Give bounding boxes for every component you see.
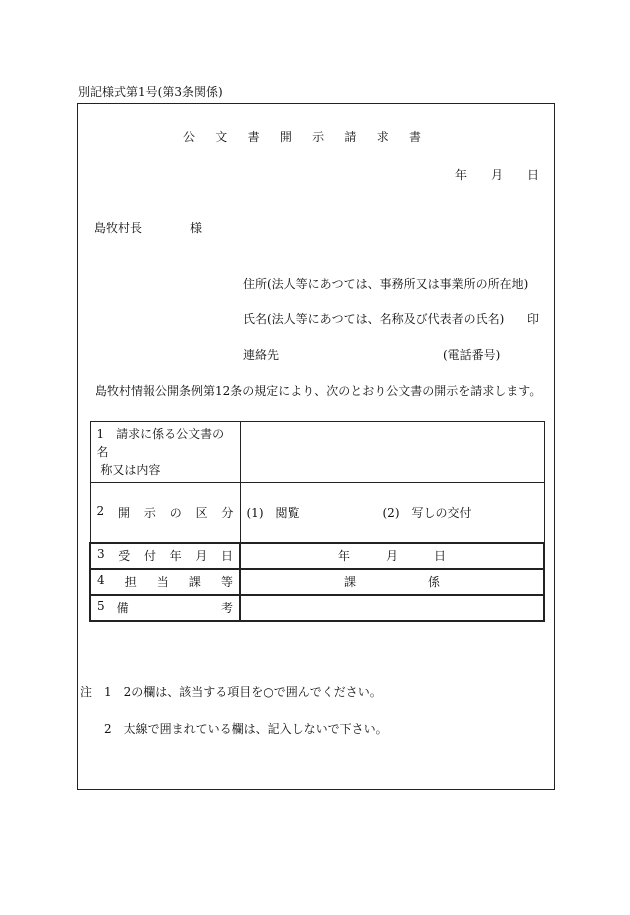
note-1: 1 2の欄は、該当する項目を○で囲んでください。 (104, 685, 382, 699)
option-copy-delivery[interactable]: (2) 写しの交付 (382, 505, 472, 520)
table-row (90, 543, 544, 569)
table-row (90, 483, 544, 543)
title-char: 書 (408, 130, 421, 144)
table-row (90, 595, 544, 621)
receipt-date-label: 3 受 付 年 月 日 (90, 543, 240, 569)
option-inspection[interactable]: (1) 閲覧 (246, 505, 300, 520)
title-char: 請 (344, 130, 357, 144)
table-row (90, 569, 544, 595)
addressee-name: 島牧村長 (94, 221, 143, 235)
note-2: 2 太線で囲まれている欄は、記入しないで下さい。 (104, 722, 388, 736)
title-char: 書 (247, 130, 260, 144)
contact-label: 連絡先 (243, 348, 280, 362)
title-char: 公 (183, 130, 196, 144)
remarks-field[interactable] (240, 595, 544, 621)
date-month: 月 (491, 168, 504, 182)
table-row (90, 422, 544, 483)
seal-mark: 印 (527, 312, 540, 326)
disclosure-type-options (240, 483, 544, 543)
title-char: 示 (312, 130, 325, 144)
responsible-section-label: 4 担 当 課 等 (90, 569, 240, 595)
applicant-name-label: 氏名(法人等にあつては、名称及び代表者の氏名) (243, 312, 505, 326)
notes-prefix: 注 (80, 685, 93, 699)
request-table (89, 421, 545, 622)
responsible-section-field[interactable]: 課 係 (240, 569, 544, 595)
title-char: 求 (376, 130, 389, 144)
addressee-honorific: 様 (190, 221, 203, 235)
request-statement: 島牧村情報公開条例第12条の規定により、次のとおり公文書の開示を請求します。 (95, 384, 542, 398)
document-name-label: 1 請求に係る公文書の名 称又は内容 (90, 422, 240, 483)
document-name-field[interactable] (240, 422, 544, 483)
date-day: 日 (527, 168, 540, 182)
form-reference: 別記様式第1号(第3条関係) (78, 85, 223, 99)
applicant-address-label: 住所(法人等にあつては、事務所又は事業所の所在地) (243, 277, 529, 291)
disclosure-type-label: 2 開 示 の 区 分 (90, 483, 240, 543)
form-title (183, 131, 421, 143)
remarks-label: 5 備 考 (90, 595, 240, 621)
title-char: 文 (215, 130, 228, 144)
receipt-date-field[interactable]: 年 月 日 (240, 543, 544, 569)
phone-label: (電話番号) (443, 348, 501, 362)
date-year: 年 (455, 168, 468, 182)
title-char: 開 (279, 130, 292, 144)
